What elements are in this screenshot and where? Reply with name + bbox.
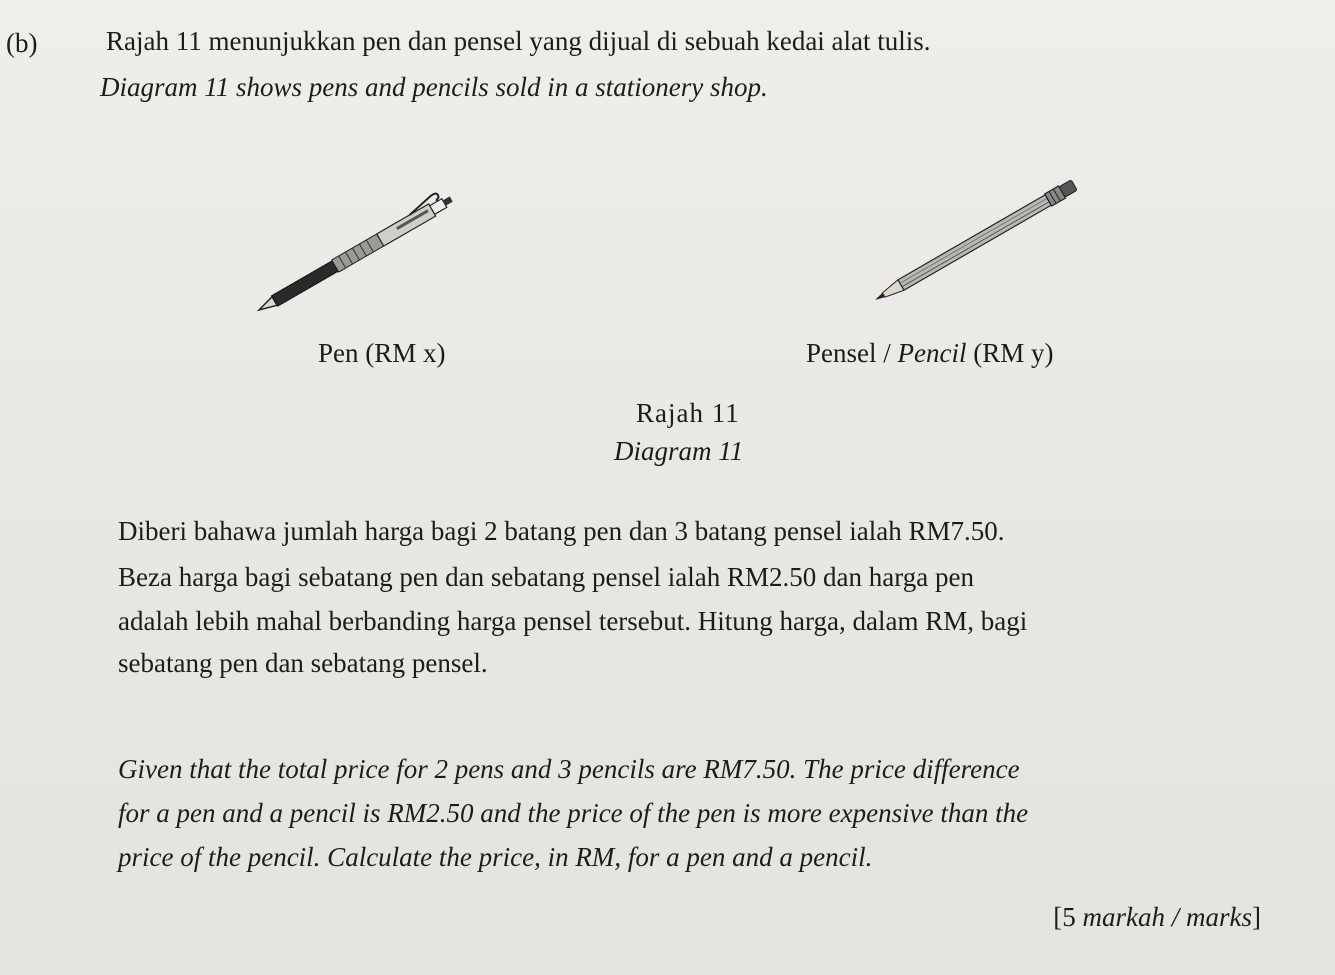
pen-caption: Pen (RM x) (318, 338, 446, 368)
intro-text-english: Diagram 11 shows pens and pencils sold in a stationery shop. (100, 72, 768, 102)
diagram-label-malay: Rajah 11 (636, 398, 740, 428)
marks-label (1053, 904, 1261, 931)
body-english-line: Given that the total price for 2 pens and 3 pencils are RM7.50. The price difference (118, 754, 1020, 784)
body-english-line: for a pen and a pencil is RM2.50 and the price of the pen is more expensive than the (118, 798, 1029, 828)
body-malay-line: adalah lebih mahal berbanding harga pensel tersebut. Hitung harga, dalam RM, bagi (118, 606, 1028, 636)
body-malay-line: sebatang pen dan sebatang pensel. (118, 648, 488, 678)
pencil-caption-price: (RM y) (966, 338, 1054, 368)
pen-illustration (245, 170, 485, 320)
body-english-line: price of the pencil. Calculate the price, in RM, for a pen and a pencil. (118, 842, 873, 872)
intro-text-malay: Rajah 11 menunjukkan pen dan pensel yang dijual di sebuah kedai alat tulis. (106, 26, 931, 56)
pencil-caption-english: Pencil (897, 338, 967, 368)
pencil-illustration (865, 160, 1105, 310)
diagram-label-english: Diagram 11 (614, 436, 744, 466)
pencil-caption (806, 340, 1053, 367)
question-label: (b) (6, 28, 38, 58)
marks-close: ] (1252, 902, 1261, 932)
pencil-caption-malay: Pensel / (806, 338, 898, 368)
marks-text: markah / marks (1082, 902, 1252, 932)
body-malay-line: Diberi bahawa jumlah harga bagi 2 batang pen dan 3 batang pensel ialah RM7.50. (118, 516, 1005, 546)
marks-open: [5 (1053, 902, 1083, 932)
body-malay-line: Beza harga bagi sebatang pen dan sebatang pensel ialah RM2.50 dan harga pen (118, 562, 974, 592)
